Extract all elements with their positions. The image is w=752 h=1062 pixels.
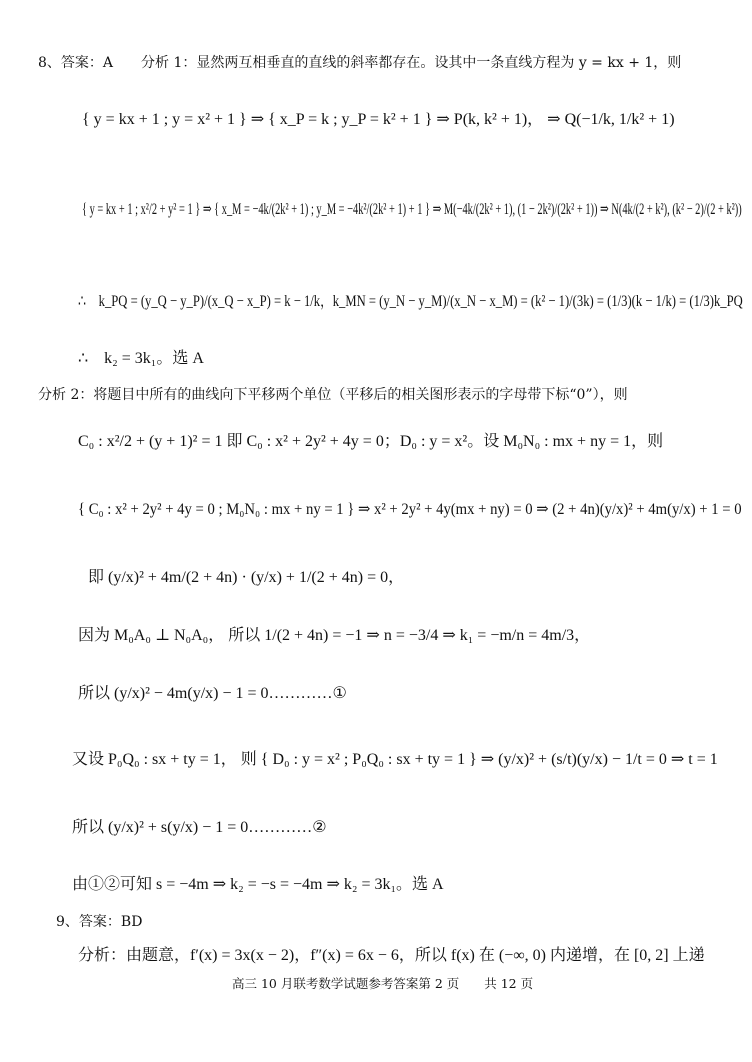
q8-system-1: { y = kx + 1 ; y = x² + 1 } ⇒ { x_P = k ; y_P = k² + 1 } ⇒ P(k, k² + 1)， ⇒ Q(−1/k, 1/k² + 1) [82,111,675,128]
q8-conclusion-1: ∴ k₂ = 3k₁。选 A [78,350,204,367]
q8-slopes: ∴ k_PQ = (y_Q − y_P)/(x_Q − x_P) = k − 1/k，k_MN = (y_N − y_M)/(x_N − x_M) = (k² − 1)/(3k) = (1/3)(k − 1/k) = (1/3)k_PQ [78,293,743,310]
q9-analysis: 分析：由题意，f′(x) = 3x(x − 2)，f″(x) = 6x − 6，所以 f(x) 在 (−∞, 0) 内递增，在 [0, 2] 上递 [78,947,705,964]
q9-header: 9、答案：BD [56,914,143,930]
q8-system-2: { y = kx + 1 ; x²/2 + y² = 1 } ⇒ { x_M = −4k/(2k² + 1) ; y_M = −4k²/(2k² + 1) + 1 } ⇒ M(−4k/(2k² + 1), (1 − 2k²)/(2k² + 1)) ⇒ N(4k/(2 + k²), (k² − 2)/(2 + k²)) [82,201,742,218]
q8-analysis2-line1: C₀ : x²/2 + (y + 1)² = 1 即 C₀ : x² + 2y² + 4y = 0；D₀ : y = x²。设 M₀N₀ : mx + ny = 1，则 [78,433,664,450]
q8-analysis2-line5: 所以 (y/x)² − 4m(y/x) − 1 = 0…………① [78,685,347,702]
q8-analysis2-line4: 因为 M₀A₀ ⊥ N₀A₀， 所以 1/(2 + 4n) = −1 ⇒ n = −3/4 ⇒ k₁ = −m/n = 4m/3， [78,627,591,644]
q8-analysis2-line7: 所以 (y/x)² + s(y/x) − 1 = 0…………② [72,819,327,836]
q8-analysis2-header: 分析 2：将题目中所有的曲线向下平移两个单位（平移后的相关图形表示的字母带下标“0”），则 [38,387,628,403]
q8-analysis2-line6: 又设 P₀Q₀ : sx + ty = 1， 则 { D₀ : y = x² ; P₀Q₀ : sx + ty = 1 } ⇒ (y/x)² + (s/t)(y/x) − 1/t = 0 ⇒ t = 1 [72,751,718,768]
q8-analysis2-line2: { C₀ : x² + 2y² + 4y = 0 ; M₀N₀ : mx + ny = 1 } ⇒ x² + 2y² + 4y(mx + ny) = 0 ⇒ (2 + 4n)(y/x)² + 4m(y/x) + 1 = 0 [78,501,742,518]
q8-analysis2-line3: 即 (y/x)² + 4m/(2 + 4n) · (y/x) + 1/(2 + 4n) = 0， [88,569,405,586]
q8-analysis2-conclusion: 由①②可知 s = −4m ⇒ k₂ = −s = −4m ⇒ k₂ = 3k₁。选 A [72,876,444,893]
page-footer: 高三 10 月联考数学试题参考答案第 2 页 共 12 页 [232,976,534,991]
q8-header [38,53,681,73]
q8-header-text: 8、答案：A 分析 1：显然两互相垂直的直线的斜率都存在。设其中一条直线方程为 y = kx + 1，则 [38,55,682,71]
